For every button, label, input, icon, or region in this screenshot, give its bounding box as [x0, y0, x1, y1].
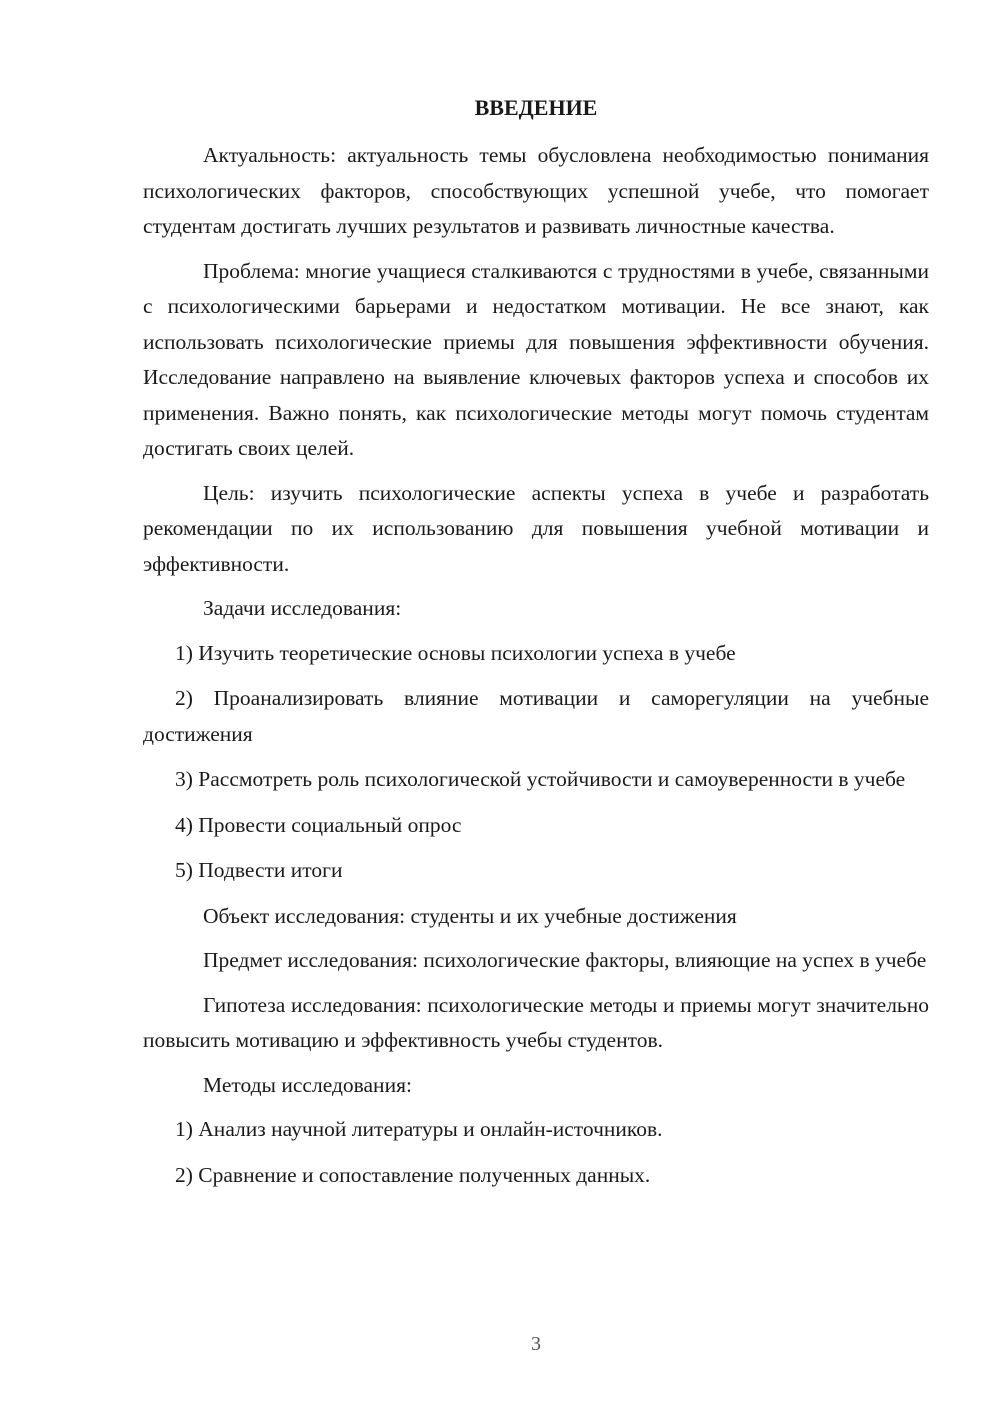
paragraph-hypothesis: Гипотеза исследования: психологические методы и приемы могут значительно повысить мотивацию и эффективность учебы студентов.	[143, 992, 929, 1052]
section-heading: ВВЕДЕНИЕ	[474, 95, 598, 120]
paragraph-object: Объект исследования: студенты и их учебные достижения	[203, 903, 737, 928]
task-item-5: 5) Подвести итоги	[175, 858, 343, 882]
task-item-2: 2) Проанализировать влияние мотивации и саморегуляции на учебные достижения	[143, 686, 929, 746]
task-item-3: 3) Рассмотреть роль психологической устойчивости и самоуверенности в учебе	[175, 767, 906, 791]
paragraph-subject: Предмет исследования: психологические факторы, влияющие на успех в учебе	[203, 948, 927, 972]
task-item-4: 4) Провести социальный опрос	[175, 812, 462, 837]
method-item-2: 2) Сравнение и сопоставление полученных данных.	[175, 1162, 651, 1187]
document-page	[143, 90, 929, 1203]
paragraph-tasks-title: Задачи исследования:	[203, 596, 402, 620]
paragraph-goal: Цель: изучить психологические аспекты успеха в учебе и разработать рекомендации по их использованию для повышения учебной мотивации и эффективности.	[143, 480, 929, 576]
method-item-1: 1) Анализ научной литературы и онлайн-источников.	[175, 1117, 663, 1141]
paragraph-relevance: Актуальность: актуальность темы обусловлена необходимостью понимания психологических факторов, способствующих успешной учебе, что помогает студентам достигать лучших результатов и развивать личностные качества.	[143, 143, 929, 238]
page-number: 3	[531, 1333, 541, 1355]
paragraph-problem: Проблема: многие учащиеся сталкиваются с трудностями в учебе, связанными с психологическими барьерами и недостатком мотивации. Не все знают, как использовать психологические приемы для повышения эффективности обучения. Исследование направлено на выявление ключевых факторов успеха и способов их применения. Важно понять, как психологические методы могут помочь студентам достигать своих целей.	[143, 258, 929, 460]
paragraph-methods-title: Методы исследования:	[203, 1072, 412, 1097]
task-item-1: 1) Изучить теоретические основы психологии успеха в учебе	[175, 640, 736, 665]
